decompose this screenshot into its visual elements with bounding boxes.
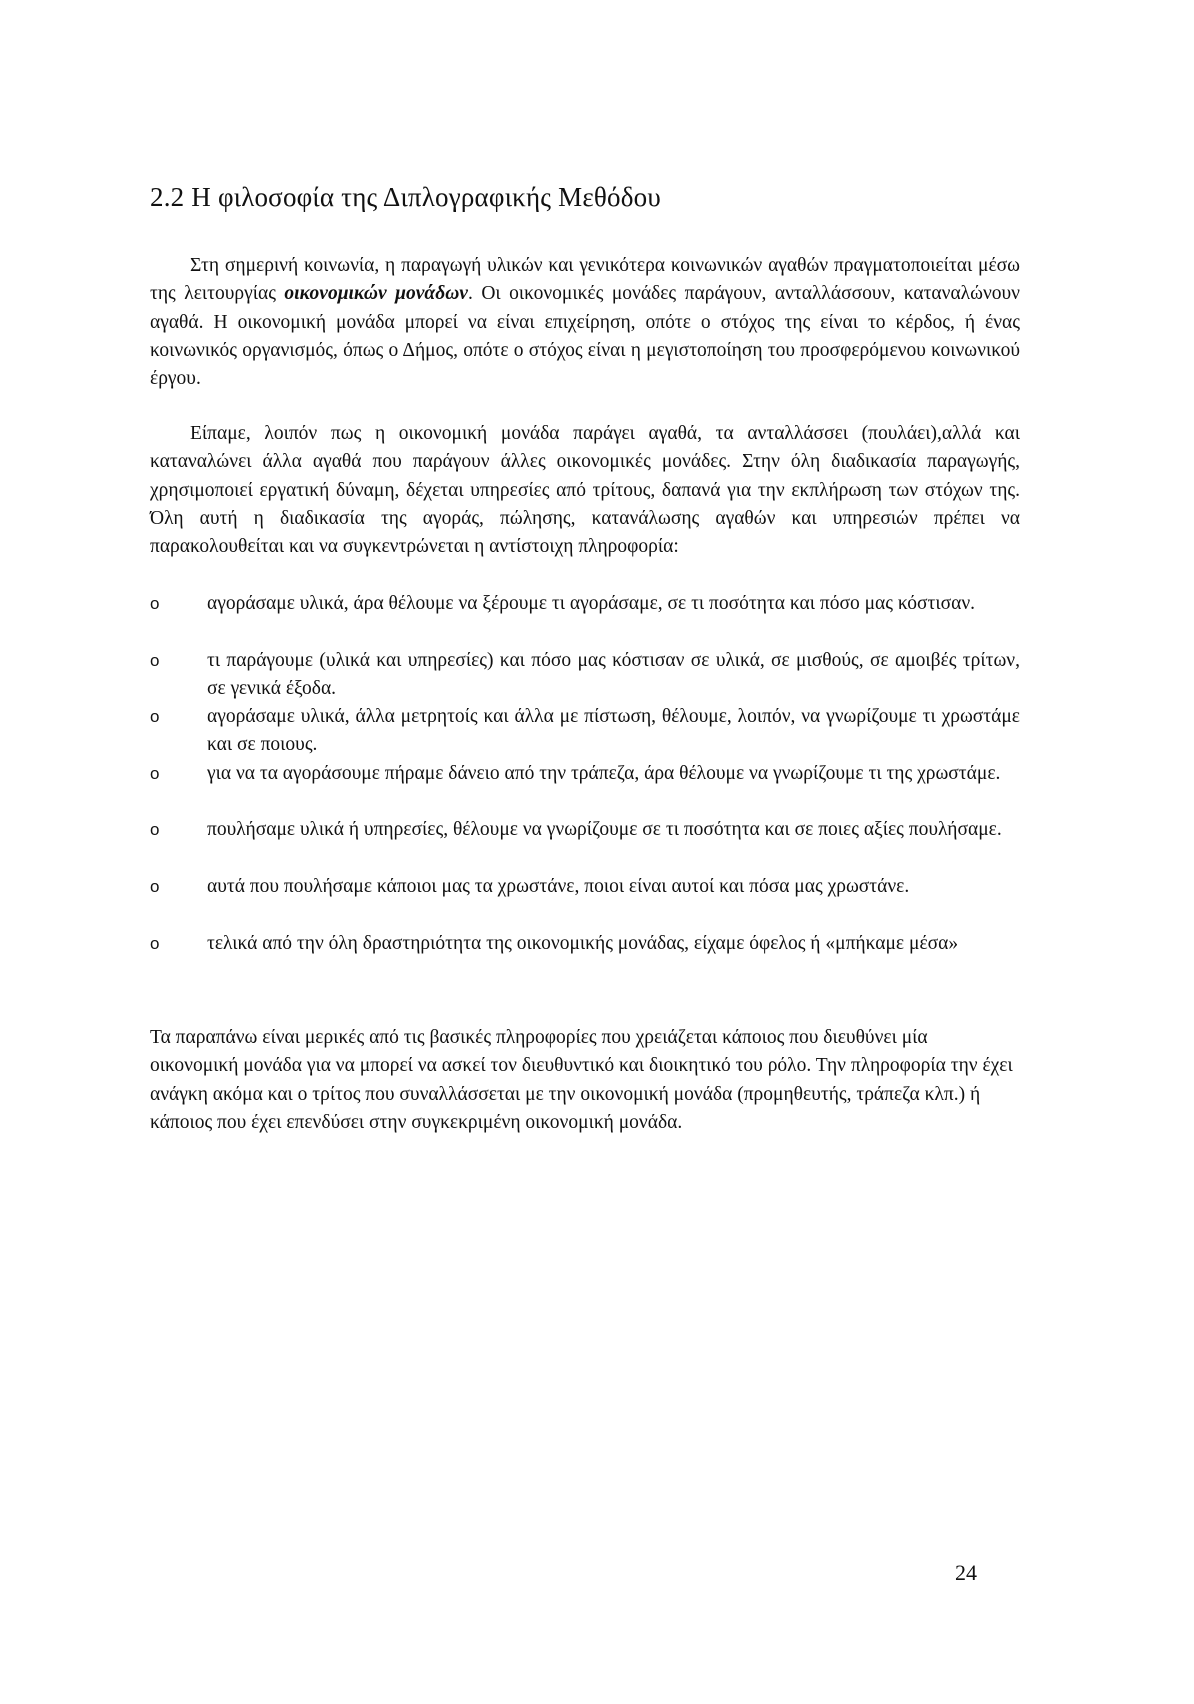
list-item (150, 873, 1020, 930)
bullet-marker: o (150, 876, 160, 896)
list-item-text: τελικά από την όλη δραστηριότητα της οικονομικής μονάδας, είχαμε όφελος ή «μπήκαμε μέσα» (207, 932, 959, 954)
list-item (150, 647, 1020, 704)
bullet-marker: o (150, 650, 160, 670)
bullet-marker: o (150, 763, 160, 783)
list-item (150, 590, 1020, 647)
paragraph-summary: Τα παραπάνω είναι μερικές από τις βασικές πληροφορίες που χρειάζεται κάποιος που διευθύνει μία οικονομική μονάδα για να μπορεί να ασκεί τον διευθυντικό και διοικητικό του ρόλο. Την πληροφορία την έχει ανάγκη ακόμα και ο τρίτος που συναλλάσσεται με την οικονομική μονάδα (προμηθευτής, τράπεζα κλπ.) ή κάποιος που έχει επενδύσει στην συγκεκριμένη οικονομική μονάδα. (150, 1027, 1013, 1134)
list-item-text: πουλήσαμε υλικά ή υπηρεσίες, θέλουμε να γνωρίζουμε σε τι ποσότητα και σε ποιες αξίες πουλήσαμε. (207, 819, 1002, 841)
bullet-marker: o (150, 594, 160, 613)
list-item (150, 760, 1020, 817)
page-number: 24 (955, 1560, 977, 1585)
information-list (150, 590, 1020, 986)
paragraph-process (150, 420, 1020, 561)
bullet-marker: o (150, 933, 160, 953)
bullet-marker: o (150, 707, 160, 727)
section-heading: 2.2 Η φιλοσοφία της Διπλογραφικής Μεθόδου (150, 182, 661, 212)
bullet-marker: o (150, 820, 160, 840)
process-text: Είπαμε, λοιπόν πως η οικονομική μονάδα παράγει αγαθά, τα ανταλλάσσει (πουλάει),αλλά και καταναλώνει άλλα αγαθά που παράγουν άλλες οικονομικές μονάδες. Στην όλη διαδικασία παραγωγής, χρησιμοποιεί εργατική δύναμη, δέχεται υπηρεσίες από τρίτους, δαπανά για την εκπλήρωση των στόχων της. Όλη αυτή η διαδικασία της αγοράς, πώλησης, κατανάλωσης αγαθών και υπηρεσιών πρέπει να παρακολουθείται και να συγκεντρώνεται η αντίστοιχη πληροφορία: (150, 423, 1020, 558)
intro-text-start: Στη σημερινή κοινωνία, η παραγωγή υλικών και γενικότερα κοινωνικών αγαθών πραγματοποιείται μέσω της λειτουργίας (150, 255, 1020, 305)
list-item (150, 930, 1020, 987)
intro-text-end: . Οι οικονομικές μονάδες παράγουν, ανταλλάσσουν, καταναλώνουν αγαθά. Η οικονομική μονάδα μπορεί να είναι επιχείρηση, οπότε ο στόχος της είναι το κέρδος, ή ένας κοινωνικός οργανισμός, όπως ο Δήμος, οπότε ο στόχος είναι η μεγιστοποίηση του προσφερόμενου κοινωνικού έργου. (150, 283, 1020, 390)
list-item-text: για να τα αγοράσουμε πήραμε δάνειο από την τράπεζα, άρα θέλουμε να γνωρίζουμε τι της χρωστάμε. (207, 762, 1001, 784)
list-item-text: τι παράγουμε (υλικά και υπηρεσίες) και πόσο μας κόστισαν σε υλικά, σε μισθούς, σε αμοιβές τρίτων, σε γενικά έξοδα. (207, 649, 1020, 699)
emphasis-economic-units: οικονομικών μονάδων (284, 283, 468, 305)
list-item-text: αγοράσαμε υλικά, άρα θέλουμε να ξέρουμε τι αγοράσαμε, σε τι ποσότητα και πόσο μας κόστισαν. (207, 593, 976, 614)
list-item (150, 703, 1020, 760)
list-item (150, 816, 1020, 873)
list-item-text: αυτά που πουλήσαμε κάποιοι μας τα χρωστάνε, ποιοι είναι αυτοί και πόσα μας χρωστάνε. (207, 875, 910, 897)
paragraph-intro (150, 252, 1020, 393)
list-item-text: αγοράσαμε υλικά, άλλα μετρητοίς και άλλα με πίστωση, θέλουμε, λοιπόν, να γνωρίζουμε τι χρωστάμε και σε ποιους. (207, 706, 1020, 756)
